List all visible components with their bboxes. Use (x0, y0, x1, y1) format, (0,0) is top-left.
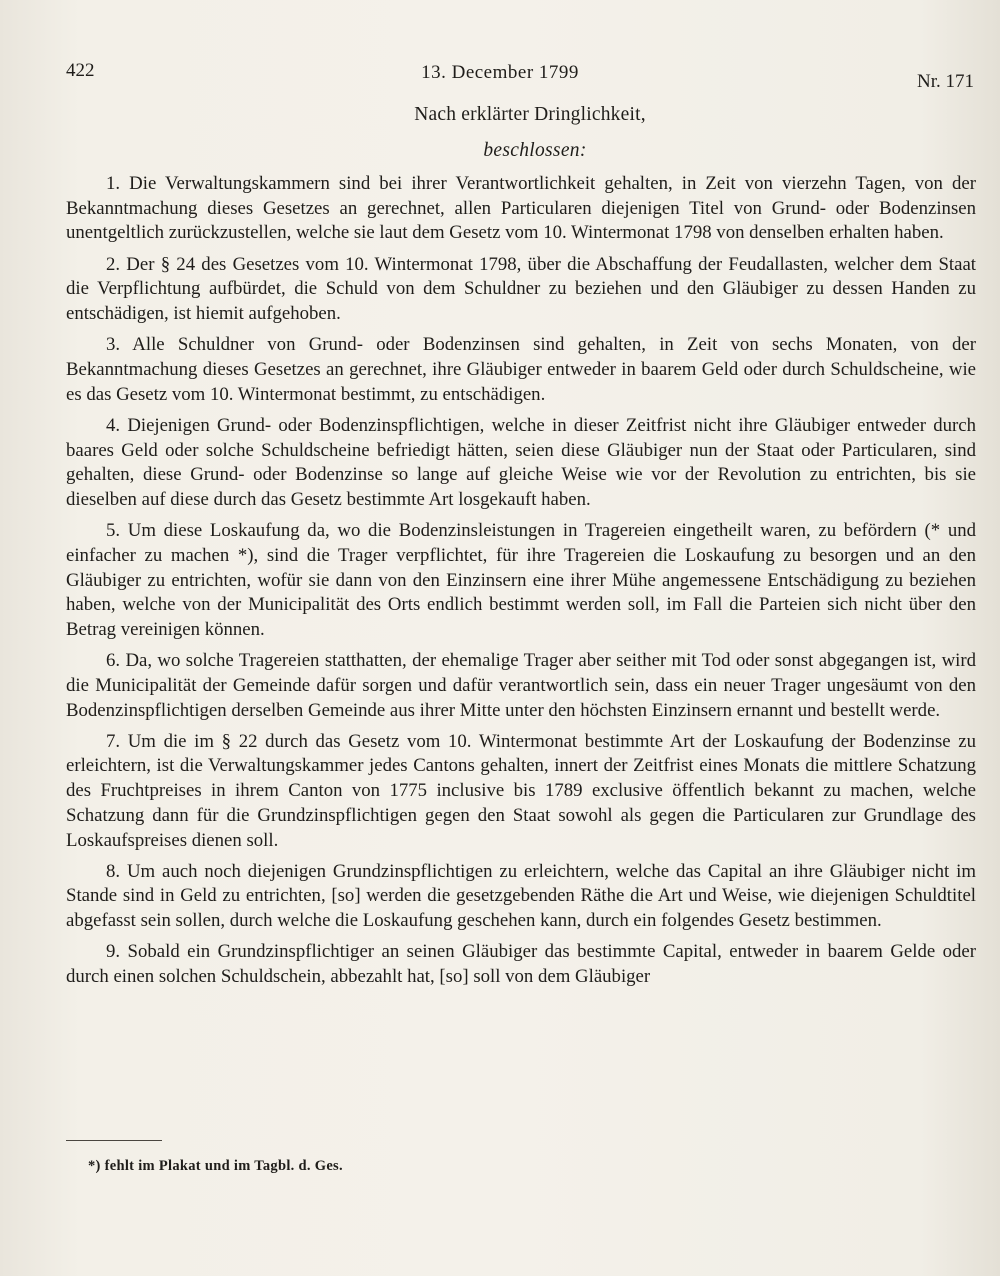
paragraph-6: 6. Da, wo solche Tragereien statthatten, der ehemalige Trager aber seither mit Tod oder sonst abgegangen ist, wird die Municipalität der Gemeinde dafür sorgen und dafür verantwortlich sein, dass ein neuer Trager ungesäumt von den Bodenzinspflichtigen derselben Gemeinde aus ihrer Mitte unter den höchsten Einzinsern ernannt und bestellt werde. (66, 650, 976, 721)
page-header (0, 56, 1000, 96)
footnote: *) fehlt im Plakat und im Tagbl. d. Ges. (88, 1158, 343, 1174)
header-date: 13. December 1799 (421, 62, 579, 83)
resolution-heading: beschlossen: (483, 140, 587, 161)
paragraph-3: 3. Alle Schuldner von Grund- oder Bodenzinsen sind gehalten, in Zeit von sechs Monaten, von der Bekanntmachung dieses Gesetzes an gerechnet, ihre Gläubiger entweder in baarem Geld oder durch Schuldscheine, wie es das Gesetz vom 10. Wintermonat bestimmt, zu entschädigen. (66, 334, 976, 405)
paragraph-5: 5. Um diese Loskaufung da, wo die Bodenzinsleistungen in Tragereien eingetheilt waren, zu befördern (* und einfacher zu machen *), sind die Trager verpflichtet, für ihre Tragereien die Loskaufung zu besorgen und an den Gläubiger zu entrichten, wofür sie dann von den Einzinsern eine ihrer Mühe angemessene Entschädigung zu beziehen haben, welche von der Municipalität des Orts endlich bestimmt werden soll, im Fall die Parteien sich nicht über den Betrag vereinigen können. (66, 520, 976, 640)
paragraph-8: 8. Um auch noch diejenigen Grundzinspflichtigen zu erleichtern, welche das Capital an ihre Gläubiger nicht im Stande sind in Geld zu entrichten, [so] werden die gesetzgebenden Räthe die Art und Weise, wie diejenigen Schuldtitel abgefasst sein sollen, durch welche die Loskaufung geschehen kann, durch ein folgendes Gesetz bestimmen. (66, 860, 976, 932)
page-number: 422 (66, 60, 95, 81)
paragraph-1: 1. Die Verwaltungskammern sind bei ihrer Verantwortlichkeit gehalten, in Zeit von vierzehn Tagen, von der Bekanntmachung dieses Gesetzes an gerechnet, allen Particularen diejenigen Titel von Grund- oder Bodenzinsen unentgeltlich zurückzustellen, welche sie laut dem Gesetz vom 10. Wintermonat 1798 von denselben erhalten haben. (66, 173, 976, 244)
paragraph-9: 9. Sobald ein Grundzinspflichtiger an seinen Gläubiger das bestimmte Capital, entweder in baarem Gelde oder durch einen solchen Schuldschein, abbezahlt hat, [so] soll von dem Gläubiger (66, 941, 976, 988)
paragraph-7: 7. Um die im § 22 durch das Gesetz vom 10. Wintermonat bestimmte Art der Loskaufung der Bodenzinse zu erleichtern, ist die Verwaltungskammer jedes Cantons gehalten, innert der Zeitfrist eines Monats die mittlere Schatzung des Fruchtpreises in ihrem Canton von 1775 inclusive bis 1789 exclusive öffentlich bekannt zu machen, welche Schatzung dann für die Grundzinspflichtigen gegen den Staat sowohl als gegen die Particularen zur Grundlage des Loskaufspreises dienen soll. (66, 730, 976, 851)
paragraph-2: 2. Der § 24 des Gesetzes vom 10. Wintermonat 1798, über die Abschaffung der Feudallasten, welcher dem Staat die Verpflichtung aufbürdet, die Schuld von dem Schuldner zu beziehen und den Gläubiger zu dessen Handen zu entschädigen, ist hiemit aufgehoben. (66, 253, 976, 325)
document-body (66, 172, 976, 996)
footnote-divider (66, 1140, 162, 1141)
document-number: Nr. 171 (917, 71, 974, 92)
paragraph-4: 4. Diejenigen Grund- oder Bodenzinspflichtigen, welche in dieser Zeitfrist nicht ihre Gläubiger entweder durch baares Geld oder solche Schuldscheine befriedigt hätten, seien diese Gläubiger nun der Staat oder Particularen, sind gehalten, diese Grund- oder Bodenzinse so lange auf gleiche Weise wie vor der Revolution zu entrichten, bis sie dieselben auf diese durch das Gesetz bestimmte Art losgekauft haben. (66, 414, 976, 510)
intro-line: Nach erklärter Dringlichkeit, (414, 104, 646, 125)
